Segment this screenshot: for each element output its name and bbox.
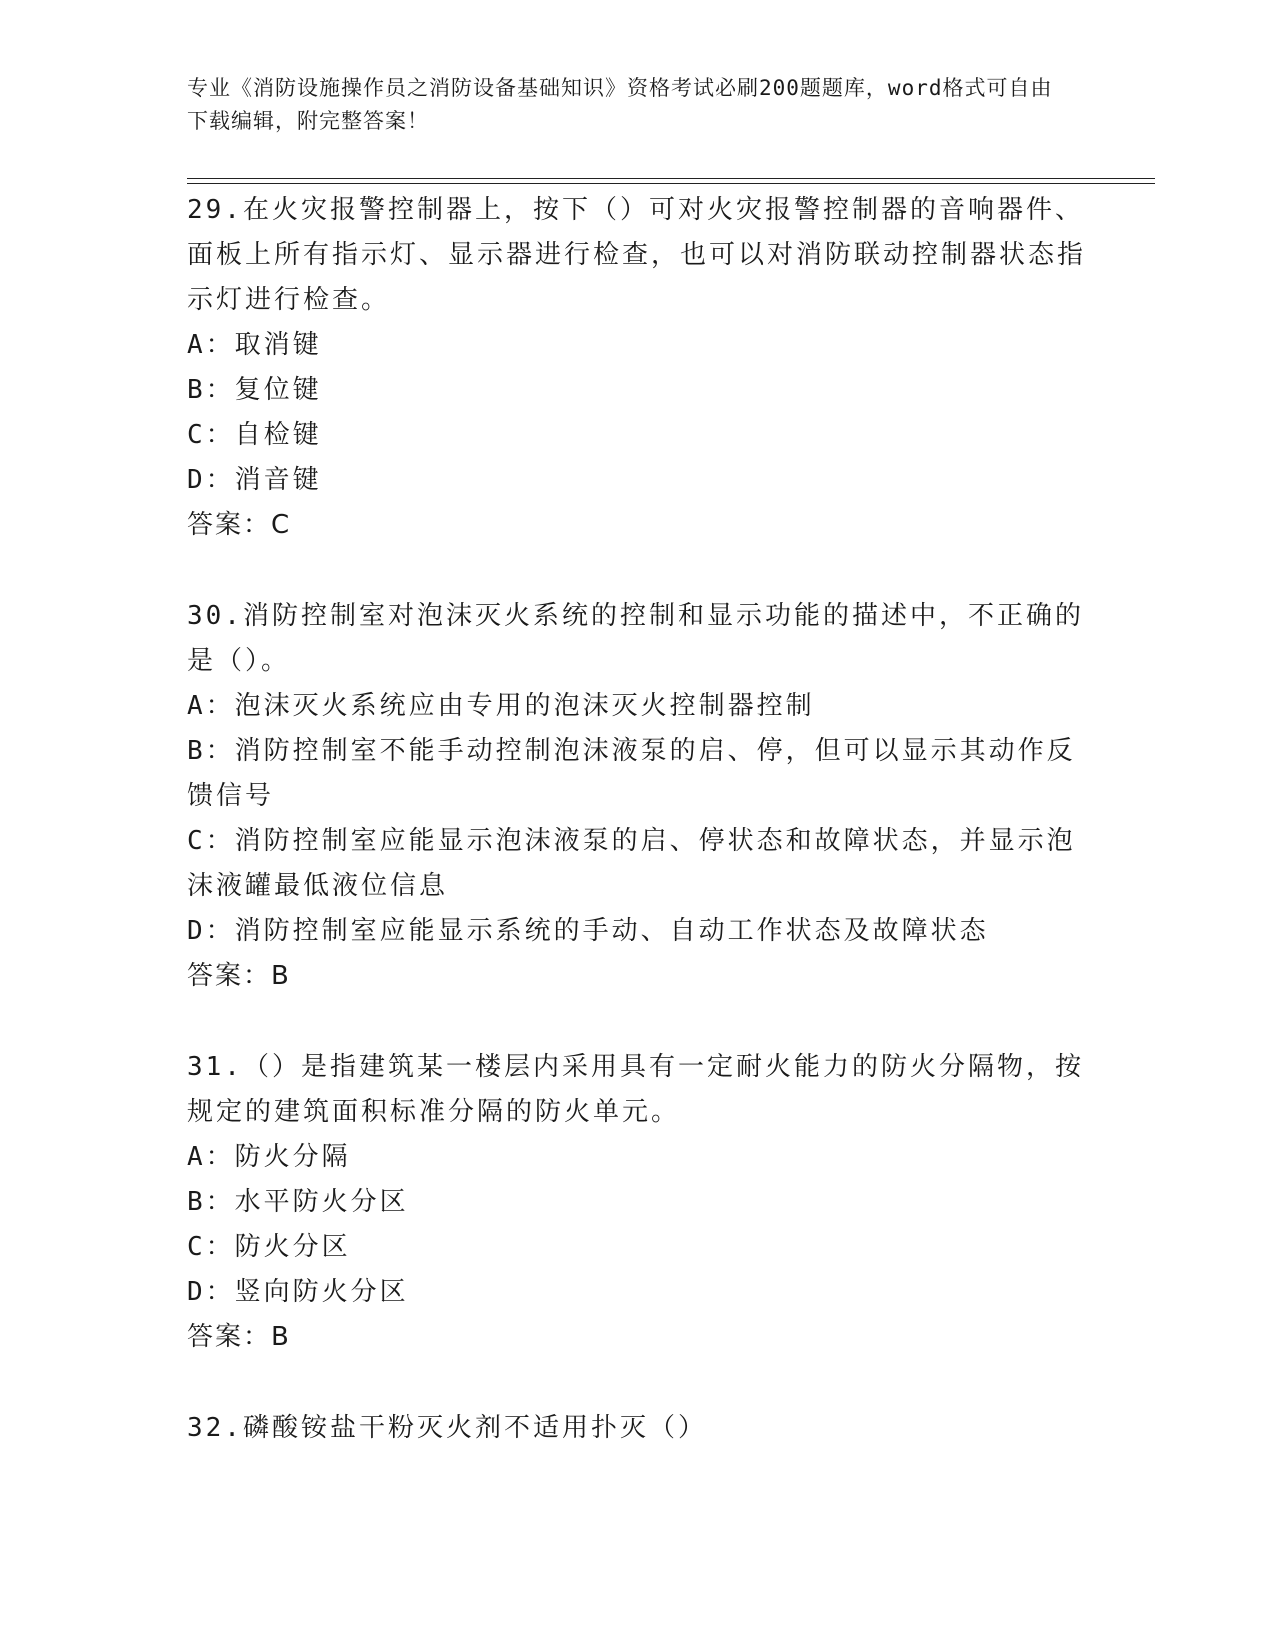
- option-c: C：消防控制室应能显示泡沫液泵的启、停状态和故障状态，并显示泡沫液罐最低液位信息: [187, 826, 1076, 901]
- document-header: 专业《消防设施操作员之消防设备基础知识》资格考试必刷200题题库，word格式可自由下载编辑，附完整答案！: [187, 76, 1053, 133]
- question-stem: 31.（）是指建筑某一楼层内采用具有一定耐火能力的防火分隔物，按规定的建筑面积标准分隔的防火单元。: [187, 1052, 1084, 1127]
- option-a: A：泡沫灭火系统应由专用的泡沫灭火控制器控制: [187, 691, 815, 721]
- header-divider-line-secondary: [187, 183, 1155, 184]
- option-b: B：复位键: [187, 375, 322, 405]
- question-stem: 29.在火灾报警控制器上，按下（）可对火灾报警控制器的音响器件、面板上所有指示灯、显示器进行检查，也可以对消防联动控制器状态指示灯进行检查。: [187, 195, 1087, 315]
- option-b: B：水平防火分区: [187, 1187, 409, 1217]
- option-c: C：自检键: [187, 420, 322, 450]
- option-b: B：消防控制室不能手动控制泡沫液泵的启、停，但可以显示其动作反馈信号: [187, 736, 1076, 811]
- answer-line: 答案：C: [187, 510, 292, 540]
- option-a: A：取消键: [187, 330, 322, 360]
- answer-line: 答案：B: [187, 1322, 291, 1352]
- option-d: D：竖向防火分区: [187, 1277, 409, 1307]
- option-d: D：消防控制室应能显示系统的手动、自动工作状态及故障状态: [187, 916, 989, 946]
- question-list: [187, 188, 1087, 1451]
- question-29: [187, 188, 1087, 548]
- question-stem: 32.磷酸铵盐干粉灭火剂不适用扑灭（）: [187, 1413, 707, 1443]
- question-32: [187, 1406, 1087, 1451]
- answer-line: 答案：B: [187, 961, 291, 991]
- question-30: [187, 594, 1087, 999]
- option-c: C：防火分区: [187, 1232, 351, 1262]
- option-a: A：防火分隔: [187, 1142, 351, 1172]
- question-31: [187, 1045, 1087, 1360]
- question-stem: 30.消防控制室对泡沫灭火系统的控制和显示功能的描述中，不正确的是（）。: [187, 601, 1084, 676]
- option-d: D：消音键: [187, 465, 322, 495]
- header-divider-line: [187, 178, 1155, 179]
